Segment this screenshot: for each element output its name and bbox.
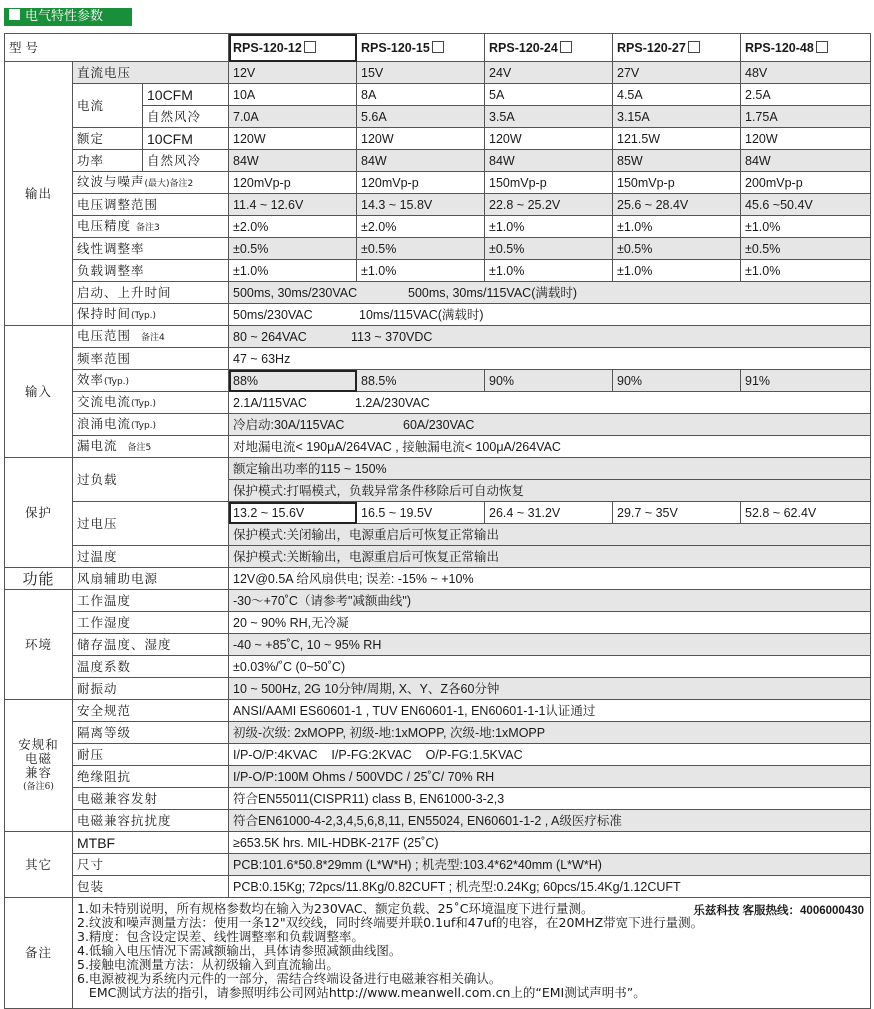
checkbox-icon <box>816 41 828 53</box>
cell-value: 52.8 ~ 62.4V <box>741 502 871 524</box>
cell-value: I/P-O/P:4KVAC I/P-FG:2KVAC O/P-FG:1.5KVAC <box>229 744 871 766</box>
cell-value: ±2.0% <box>357 216 485 238</box>
note-line: 3.精度：包含设定误差、线性调整率和负载调整率。 <box>77 929 364 944</box>
cell-value: 5A <box>485 84 613 106</box>
cell-value: ±1.0% <box>613 260 741 282</box>
cell-value: 12V <box>229 62 357 84</box>
group-input: 输入 <box>5 326 73 458</box>
cell-value: 90% <box>485 370 613 392</box>
cell-value: 84W <box>357 150 485 172</box>
row-label: 交流电流(Typ.) <box>73 392 229 414</box>
row-label: 保持时间(Typ.) <box>73 304 229 326</box>
note-line: 5.接触电流测量方法：从初级输入到直流输出。 <box>77 957 339 972</box>
row-label: 功率 <box>73 150 143 172</box>
group-notes: 备注 <box>5 898 73 1009</box>
cell-value: 45.6 ~50.4V <box>741 194 871 216</box>
note-line: 1.如未特别说明，所有规格参数均在输入为230VAC、额定负载、25˚C环境温度下进行量测。 <box>77 901 594 916</box>
cell-value: -30～+70˚C（请参考"减额曲线") <box>229 590 871 612</box>
cell-value: 符合EN55011(CISPR11) class B, EN61000-3-2,3 <box>229 788 871 810</box>
note-line: 6.电源被视为系统内元件的一部分，需结合终端设备进行电磁兼容相关确认。 <box>77 971 502 986</box>
cell-value: 12V@0.5A 给风扇供电; 误差: -15% ~ +10% <box>229 568 871 590</box>
cell-value: 1.75A <box>741 106 871 128</box>
cell-value: 47 ~ 63Hz <box>229 348 871 370</box>
sub-label: 自然风冷 <box>143 150 229 172</box>
cell-value: 保护模式:关闭输出，电源重启后可恢复正常输出 <box>229 524 871 546</box>
row-label: 安全规范 <box>73 700 229 722</box>
row-label: 耐振动 <box>73 678 229 700</box>
cell-value: ±1.0% <box>741 216 871 238</box>
row-label: 浪涌电流(Typ.) <box>73 414 229 436</box>
row-label: 电流 <box>73 84 143 128</box>
cell-value: 5.6A <box>357 106 485 128</box>
cell-value: I/P-O/P:100M Ohms / 500VDC / 25˚C/ 70% RH <box>229 766 871 788</box>
cell-value: 50ms/230VAC 10ms/115VAC(满载时) <box>229 304 871 326</box>
row-label: 隔离等级 <box>73 722 229 744</box>
cell-value: ±2.0% <box>229 216 357 238</box>
cell-value: 120W <box>357 128 485 150</box>
cell-value: 84W <box>741 150 871 172</box>
cell-value: 25.6 ~ 28.4V <box>613 194 741 216</box>
cell-value: 20 ~ 90% RH,无冷凝 <box>229 612 871 634</box>
cell-value: 150mVp-p <box>485 172 613 194</box>
section-header <box>4 8 132 26</box>
square-icon <box>9 9 20 20</box>
sub-label: 自然风冷 <box>143 106 229 128</box>
row-label: 漏电流 备注5 <box>73 436 229 458</box>
note-line: 2.纹波和噪声测量方法：使用一条12"双绞线，同时终端要并联0.1uf和47uf的电容，在20MHZ带宽下进行量测。 <box>77 915 704 930</box>
cell-value: ±1.0% <box>741 260 871 282</box>
row-label: 包装 <box>73 876 229 898</box>
row-label: 电磁兼容抗扰度 <box>73 810 229 832</box>
row-label: 额定 <box>73 128 143 150</box>
cell-value: 91% <box>741 370 871 392</box>
cell-value: 保护模式:关断输出，电源重启后可恢复正常输出 <box>229 546 871 568</box>
row-label: 工作湿度 <box>73 612 229 634</box>
cell-value: 120mVp-p <box>357 172 485 194</box>
cell-value: 120W <box>741 128 871 150</box>
model-name: RPS-120-48 <box>741 34 871 62</box>
row-label: 工作温度 <box>73 590 229 612</box>
cell-value: PCB:101.6*50.8*29mm (L*W*H) ; 机壳型:103.4*62*40mm (L*W*H) <box>229 854 871 876</box>
cell-value: 80 ~ 264VAC 113 ~ 370VDC <box>229 326 871 348</box>
cell-value: 3.5A <box>485 106 613 128</box>
cell-value: 120mVp-p <box>229 172 357 194</box>
cell-value: 11.4 ~ 12.6V <box>229 194 357 216</box>
checkbox-icon <box>688 41 700 53</box>
row-label: 储存温度、湿度 <box>73 634 229 656</box>
cell-value: 85W <box>613 150 741 172</box>
cell-value: 88.5% <box>357 370 485 392</box>
note-line: EMC测试方法的指引，请参照明纬公司网站http://www.meanwell.com.cn上的“EMI测试声明书”。 <box>77 985 646 1000</box>
cell-value: 26.4 ~ 31.2V <box>485 502 613 524</box>
cell-value: ±0.5% <box>485 238 613 260</box>
row-label: 线性调整率 <box>73 238 229 260</box>
cell-value: 150mVp-p <box>613 172 741 194</box>
cell-value: 13.2 ~ 15.6V <box>229 502 357 524</box>
row-label: 绝缘阻抗 <box>73 766 229 788</box>
group-function: 功能 <box>5 568 73 590</box>
group-output: 输出 <box>5 62 73 326</box>
cell-value: 3.15A <box>613 106 741 128</box>
row-label: 风扇辅助电源 <box>73 568 229 590</box>
checkbox-icon <box>432 41 444 53</box>
row-label: 启动、上升时间 <box>73 282 229 304</box>
cell-value: ±1.0% <box>485 216 613 238</box>
notes-cell <box>73 898 871 1009</box>
cell-value: 符合EN61000-4-2,3,4,5,6,8,11, EN55024, EN60601-1-2 , A级医疗标准 <box>229 810 871 832</box>
group-others: 其它 <box>5 832 73 898</box>
cell-value: 27V <box>613 62 741 84</box>
cell-value: 48V <box>741 62 871 84</box>
cell-value: ±1.0% <box>229 260 357 282</box>
cell-value: ±0.5% <box>613 238 741 260</box>
cell-value: ±1.0% <box>357 260 485 282</box>
cell-value: 90% <box>613 370 741 392</box>
cell-value: 15V <box>357 62 485 84</box>
cell-value: ±1.0% <box>485 260 613 282</box>
cell-value: ≥653.5K hrs. MIL-HDBK-217F (25˚C) <box>229 832 871 854</box>
cell-value: 2.5A <box>741 84 871 106</box>
cell-value: 额定输出功率的115 ~ 150% <box>229 458 871 480</box>
row-label: 耐压 <box>73 744 229 766</box>
row-label: 过温度 <box>73 546 229 568</box>
model-label: 型号 <box>5 34 229 62</box>
row-label: 直流电压 <box>73 62 229 84</box>
cell-value: ±0.03%/˚C (0~50˚C) <box>229 656 871 678</box>
row-label: 尺寸 <box>73 854 229 876</box>
cell-value: 14.3 ~ 15.8V <box>357 194 485 216</box>
cell-value: 10A <box>229 84 357 106</box>
cell-value: 84W <box>229 150 357 172</box>
cell-value: 29.7 ~ 35V <box>613 502 741 524</box>
cell-value: 4.5A <box>613 84 741 106</box>
model-name: RPS-120-12 <box>229 34 357 62</box>
row-label: 电压调整范围 <box>73 194 229 216</box>
group-safety-emc: 安规和 电磁 兼容 (备注6) <box>5 700 73 832</box>
group-protection: 保护 <box>5 458 73 568</box>
checkbox-icon <box>304 41 316 53</box>
note-line: 4.低输入电压情况下需减额输出，具体请参照减额曲线图。 <box>77 943 402 958</box>
cell-value: 10 ~ 500Hz, 2G 10分钟/周期, X、Y、Z各60分钟 <box>229 678 871 700</box>
cell-value: ANSI/AAMI ES60601-1 , TUV EN60601-1, EN60601-1-1认证通过 <box>229 700 871 722</box>
row-label: 过电压 <box>73 502 229 546</box>
row-label: 电磁兼容发射 <box>73 788 229 810</box>
cell-value: 84W <box>485 150 613 172</box>
row-label: MTBF <box>73 832 229 854</box>
cell-value: ±1.0% <box>613 216 741 238</box>
row-label: 电压精度 备注3 <box>73 216 229 238</box>
sub-label: 10CFM <box>143 84 229 106</box>
checkbox-icon <box>560 41 572 53</box>
cell-value: 121.5W <box>613 128 741 150</box>
cell-value: 对地漏电流< 190μA/264VAC , 接触漏电流< 100μA/264VAC <box>229 436 871 458</box>
spec-table <box>4 33 871 1009</box>
cell-value: ±0.5% <box>741 238 871 260</box>
row-label: 负载调整率 <box>73 260 229 282</box>
cell-value: 120W <box>485 128 613 150</box>
row-label: 频率范围 <box>73 348 229 370</box>
cell-value: 初级-次级: 2xMOPP, 初级-地:1xMOPP, 次级-地:1xMOPP <box>229 722 871 744</box>
cell-value: -40 ~ +85˚C, 10 ~ 95% RH <box>229 634 871 656</box>
group-environment: 环境 <box>5 590 73 700</box>
cell-value: 冷启动:30A/115VAC 60A/230VAC <box>229 414 871 436</box>
cell-value: 120W <box>229 128 357 150</box>
row-label: 纹波与噪声(最大)备注2 <box>73 172 229 194</box>
row-label: 温度系数 <box>73 656 229 678</box>
cell-value: 7.0A <box>229 106 357 128</box>
sub-label: 10CFM <box>143 128 229 150</box>
cell-value: 500ms, 30ms/230VAC 500ms, 30ms/115VAC(满载时) <box>229 282 871 304</box>
cell-value: 8A <box>357 84 485 106</box>
cell-value: ±0.5% <box>357 238 485 260</box>
cell-value: 200mVp-p <box>741 172 871 194</box>
section-title: 电气特性参数 <box>25 9 104 24</box>
hotline: 乐兹科技 客服热线：4006000430 <box>693 905 864 917</box>
model-name: RPS-120-27 <box>613 34 741 62</box>
model-name: RPS-120-24 <box>485 34 613 62</box>
row-label: 效率(Typ.) <box>73 370 229 392</box>
cell-value: 88% <box>229 370 357 392</box>
row-label: 电压范围 备注4 <box>73 326 229 348</box>
cell-value: 16.5 ~ 19.5V <box>357 502 485 524</box>
cell-value: 22.8 ~ 25.2V <box>485 194 613 216</box>
cell-value: ±0.5% <box>229 238 357 260</box>
model-name: RPS-120-15 <box>357 34 485 62</box>
row-label: 过负载 <box>73 458 229 502</box>
cell-value: 2.1A/115VAC 1.2A/230VAC <box>229 392 871 414</box>
cell-value: PCB:0.15Kg; 72pcs/11.8Kg/0.82CUFT ; 机壳型:0.24Kg; 60pcs/15.4Kg/1.12CUFT <box>229 876 871 898</box>
cell-value: 保护模式:打嗝模式，负载异常条件移除后可自动恢复 <box>229 480 871 502</box>
cell-value: 24V <box>485 62 613 84</box>
